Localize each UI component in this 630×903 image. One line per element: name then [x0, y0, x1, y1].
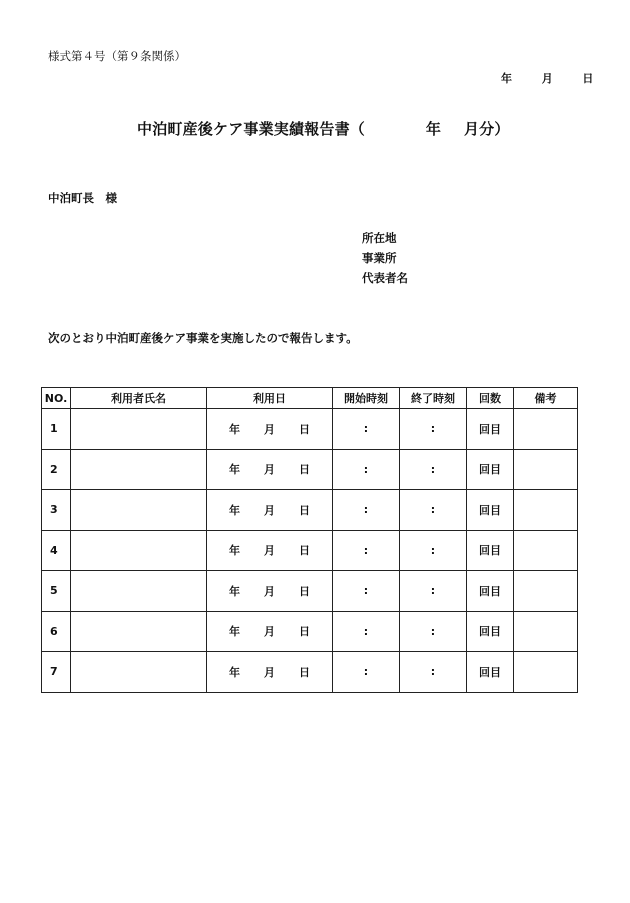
count-cell[interactable]: 回目	[467, 530, 514, 571]
address-label: 所在地	[362, 231, 397, 245]
row-number: 5	[42, 571, 71, 612]
remarks-cell[interactable]	[514, 490, 578, 531]
end-time-cell[interactable]: :	[400, 449, 467, 490]
user-name-cell[interactable]	[71, 530, 207, 571]
remarks-cell[interactable]	[514, 409, 578, 450]
remarks-cell[interactable]	[514, 530, 578, 571]
title-month-label: 月分）	[463, 120, 510, 138]
user-name-cell[interactable]	[71, 571, 207, 612]
header-remarks: 備考	[514, 388, 578, 409]
header-no: NO.	[42, 388, 71, 409]
office-label: 事業所	[362, 251, 397, 265]
row-number: 3	[42, 490, 71, 531]
date-day-unit: 日	[299, 503, 310, 517]
intro-text: 次のとおり中泊町産後ケア事業を実施したので報告します。	[48, 331, 358, 345]
date-day-label: 日	[582, 72, 594, 85]
remarks-cell[interactable]	[514, 611, 578, 652]
user-name-cell[interactable]	[71, 409, 207, 450]
date-month-unit: 月	[264, 463, 275, 477]
use-date-cell[interactable]	[207, 571, 333, 612]
header-start-time: 開始時刻	[333, 388, 400, 409]
use-date-cell[interactable]	[207, 490, 333, 531]
date-year-unit: 年	[229, 665, 240, 679]
form-number: 様式第４号（第９条関係）	[48, 49, 186, 63]
use-date-cell[interactable]	[207, 409, 333, 450]
table-row	[42, 530, 578, 571]
title-year-label: 年	[425, 120, 442, 138]
count-cell[interactable]: 回目	[467, 490, 514, 531]
end-time-cell[interactable]: :	[400, 530, 467, 571]
end-time-cell[interactable]: :	[400, 571, 467, 612]
table-row	[42, 409, 578, 450]
date-year-unit: 年	[229, 625, 240, 639]
count-cell[interactable]: 回目	[467, 409, 514, 450]
date-month-unit: 月	[264, 625, 275, 639]
remarks-cell[interactable]	[514, 652, 578, 693]
start-time-cell[interactable]: :	[333, 611, 400, 652]
date-month-unit: 月	[264, 544, 275, 558]
addressee: 中泊町長 様	[48, 191, 117, 205]
use-date-cell[interactable]	[207, 611, 333, 652]
submission-date	[501, 70, 593, 86]
date-month-label: 月	[541, 72, 553, 85]
user-name-cell[interactable]	[71, 449, 207, 490]
date-day-unit: 日	[299, 665, 310, 679]
date-day-unit: 日	[299, 544, 310, 558]
end-time-cell[interactable]: :	[400, 652, 467, 693]
use-date-cell[interactable]	[207, 652, 333, 693]
use-date-cell[interactable]	[207, 449, 333, 490]
date-day-unit: 日	[299, 584, 310, 598]
user-name-cell[interactable]	[71, 611, 207, 652]
use-date-cell[interactable]	[207, 530, 333, 571]
date-month-unit: 月	[264, 422, 275, 436]
representative-label: 代表者名	[362, 271, 408, 285]
start-time-cell[interactable]: :	[333, 409, 400, 450]
date-month-unit: 月	[264, 503, 275, 517]
header-use-date: 利用日	[207, 388, 333, 409]
start-time-cell[interactable]: :	[333, 530, 400, 571]
page-title	[137, 118, 510, 139]
start-time-cell[interactable]: :	[333, 571, 400, 612]
count-cell[interactable]: 回目	[467, 611, 514, 652]
table-row	[42, 611, 578, 652]
remarks-cell[interactable]	[514, 571, 578, 612]
end-time-cell[interactable]: :	[400, 490, 467, 531]
date-day-unit: 日	[299, 625, 310, 639]
date-year-label: 年	[501, 72, 512, 85]
end-time-cell[interactable]: :	[400, 409, 467, 450]
date-year-unit: 年	[229, 503, 240, 517]
count-cell[interactable]: 回目	[467, 652, 514, 693]
table-row	[42, 571, 578, 612]
row-number: 4	[42, 530, 71, 571]
table-row	[42, 449, 578, 490]
date-year-unit: 年	[229, 463, 240, 477]
end-time-cell[interactable]: :	[400, 611, 467, 652]
header-user-name: 利用者氏名	[71, 388, 207, 409]
start-time-cell[interactable]: :	[333, 490, 400, 531]
table-header-row	[42, 388, 578, 409]
row-number: 2	[42, 449, 71, 490]
date-year-unit: 年	[229, 422, 240, 436]
start-time-cell[interactable]: :	[333, 652, 400, 693]
title-main: 中泊町産後ケア事業実績報告書（	[137, 120, 366, 138]
row-number: 6	[42, 611, 71, 652]
date-month-unit: 月	[264, 665, 275, 679]
report-table	[41, 387, 578, 693]
date-day-unit: 日	[299, 422, 310, 436]
date-year-unit: 年	[229, 544, 240, 558]
row-number: 1	[42, 409, 71, 450]
start-time-cell[interactable]: :	[333, 449, 400, 490]
user-name-cell[interactable]	[71, 490, 207, 531]
table-row	[42, 652, 578, 693]
user-name-cell[interactable]	[71, 652, 207, 693]
remarks-cell[interactable]	[514, 449, 578, 490]
date-month-unit: 月	[264, 584, 275, 598]
count-cell[interactable]: 回目	[467, 571, 514, 612]
header-count: 回数	[467, 388, 514, 409]
date-year-unit: 年	[229, 584, 240, 598]
header-end-time: 終了時刻	[400, 388, 467, 409]
date-day-unit: 日	[299, 463, 310, 477]
count-cell[interactable]: 回目	[467, 449, 514, 490]
table-row	[42, 490, 578, 531]
row-number: 7	[42, 652, 71, 693]
